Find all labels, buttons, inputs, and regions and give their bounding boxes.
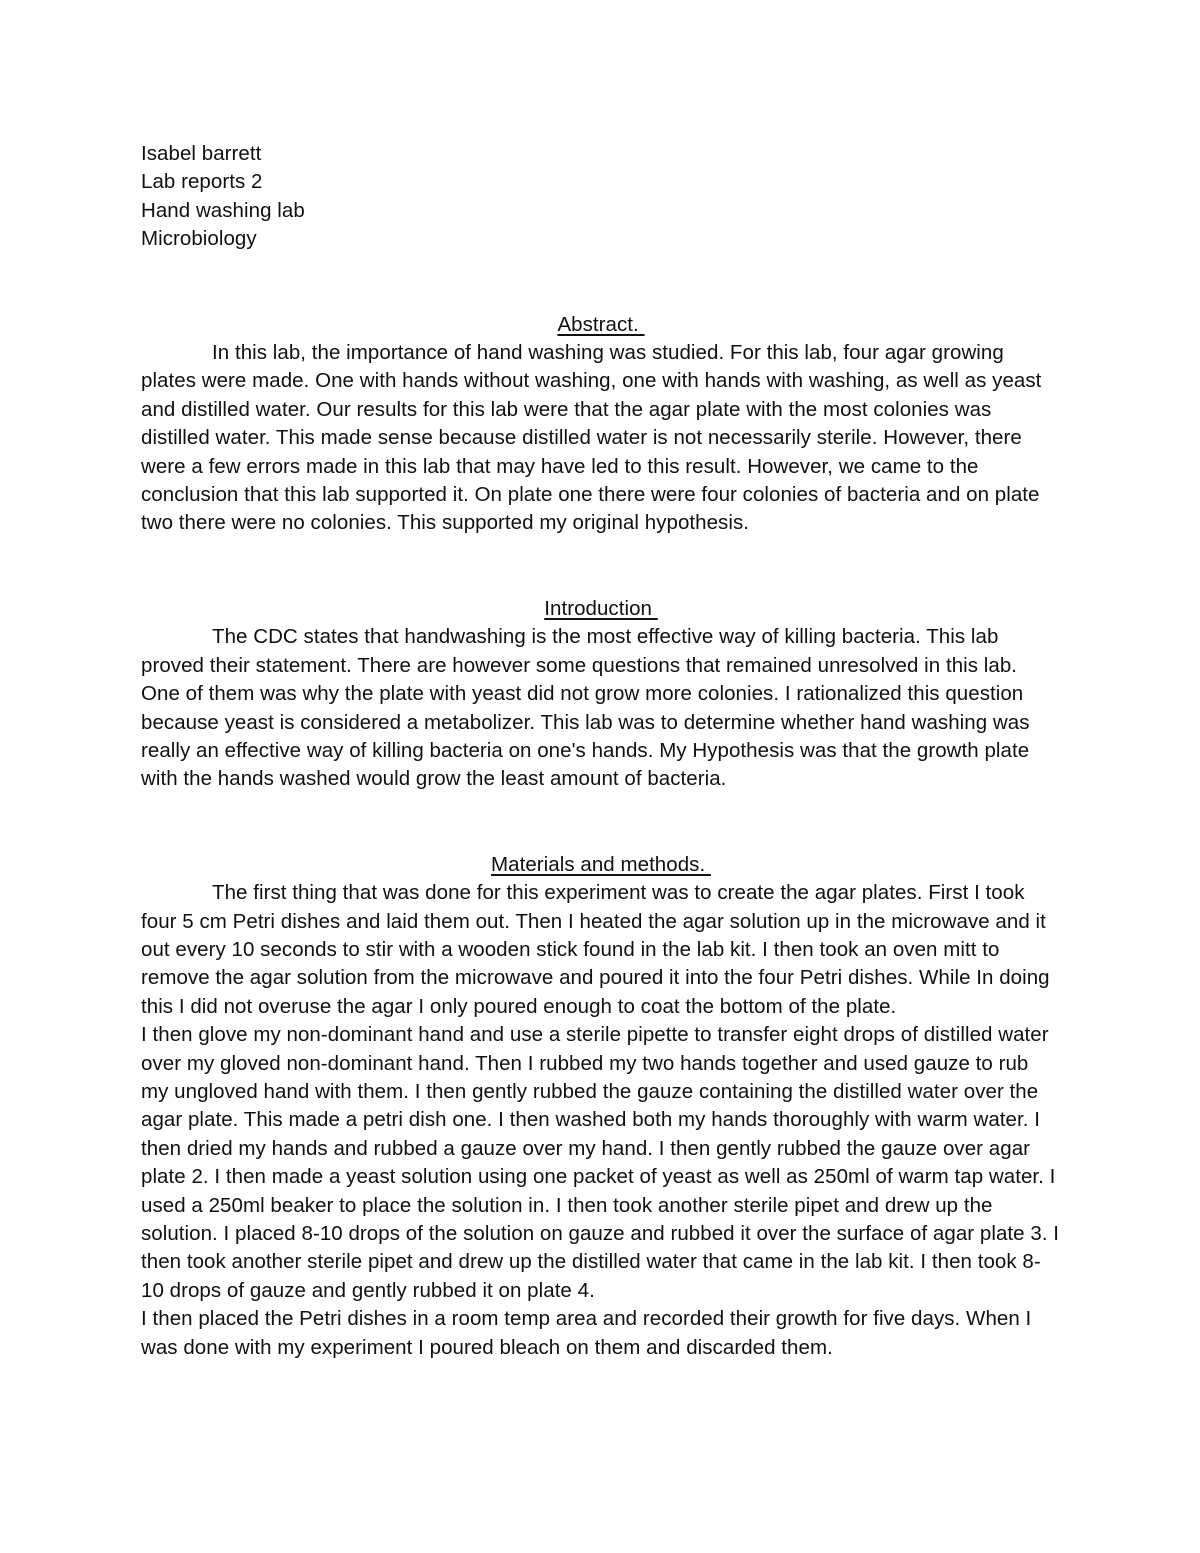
materials-section (141, 794, 1061, 1362)
subject: Microbiology (141, 227, 257, 251)
abstract-section (141, 254, 1061, 538)
document-body (141, 140, 1061, 1362)
introduction-heading (141, 538, 1061, 623)
abstract-paragraph: In this lab, the importance of hand washing was studied. For this lab, four agar growing plates were made. One with hands without washing, one with hands with washing, as well as yeast and distilled water. Our results for this lab were that the agar plate with the most colonies was distilled water. This made sense because distilled water is not necessarily sterile. However, there were a few errors made in this lab that may have led to this result. However, we came to the conclusion that this lab supported it. On plate one there were four colonies of bacteria and on plate two there were no colonies. This supported my original hypothesis. (141, 341, 1042, 535)
abstract-heading-text: Abstract. (557, 312, 645, 336)
author-name: Isabel barrett (141, 142, 262, 165)
materials-paragraph-1: The first thing that was done for this experiment was to create the agar plates. First I took four 5 cm Petri dishes and laid them out. Then I heated the agar solution up in the microwave and it out every 10 seconds to stir with a wooden stick found in the lab kit. I then took an oven mitt to remove the agar solution from the microwave and poured it into the four Petri dishes. While In doing this I did not overuse the agar I only poured enough to coat the bottom of the plate. (141, 881, 1050, 1018)
course-item: Lab reports 2 (141, 170, 263, 194)
lab-title: Hand washing lab (141, 198, 305, 222)
materials-paragraph-2: I then glove my non-dominant hand and use a sterile pipette to transfer eight drops of distilled water over my gloved non-dominant hand. Then I rubbed my two hands together and used gauze to rub my ungloved hand with them. I then gently rubbed the gauze containing the distilled water over the agar plate. This made a petri dish one. I then washed both my hands thoroughly with warm water. I then dried my hands and rubbed a gauze over my hand. I then gently rubbed the gauze over agar plate 2. I then made a yeast solution using one packet of yeast as well as 250ml of warm tap water. I used a 250ml beaker to place the solution in. I then took another sterile pipet and drew up the solution. I placed 8-10 drops of the solution on gauze and rubbed it over the surface of agar plate 3. I then took another sterile pipet and drew up the distilled water that came in the lab kit. I then took 8-10 drops of gauze and gently rubbed it on plate 4. (141, 1023, 1060, 1302)
materials-heading (141, 794, 1061, 879)
introduction-section (141, 538, 1061, 794)
introduction-heading-text: Introduction (544, 596, 658, 620)
materials-heading-text: Materials and methods. (491, 852, 711, 876)
abstract-heading (141, 254, 1061, 339)
introduction-paragraph: The CDC states that handwashing is the most effective way of killing bacteria. This lab proved their statement. There are however some questions that remained unresolved in this lab. One of them was why the plate with yeast did not grow more colonies. I rationalized this question because yeast is considered a metabolizer. This lab was to determine whether hand washing was really an effective way of killing bacteria on one's hands. My Hypothesis was that the growth plate with the hands washed would grow the least amount of bacteria. (141, 625, 1030, 791)
document-header (141, 140, 1061, 254)
materials-paragraph-3: I then placed the Petri dishes in a room temp area and recorded their growth for five days. When I was done with my experiment I poured bleach on them and discarded them. (141, 1307, 1032, 1359)
